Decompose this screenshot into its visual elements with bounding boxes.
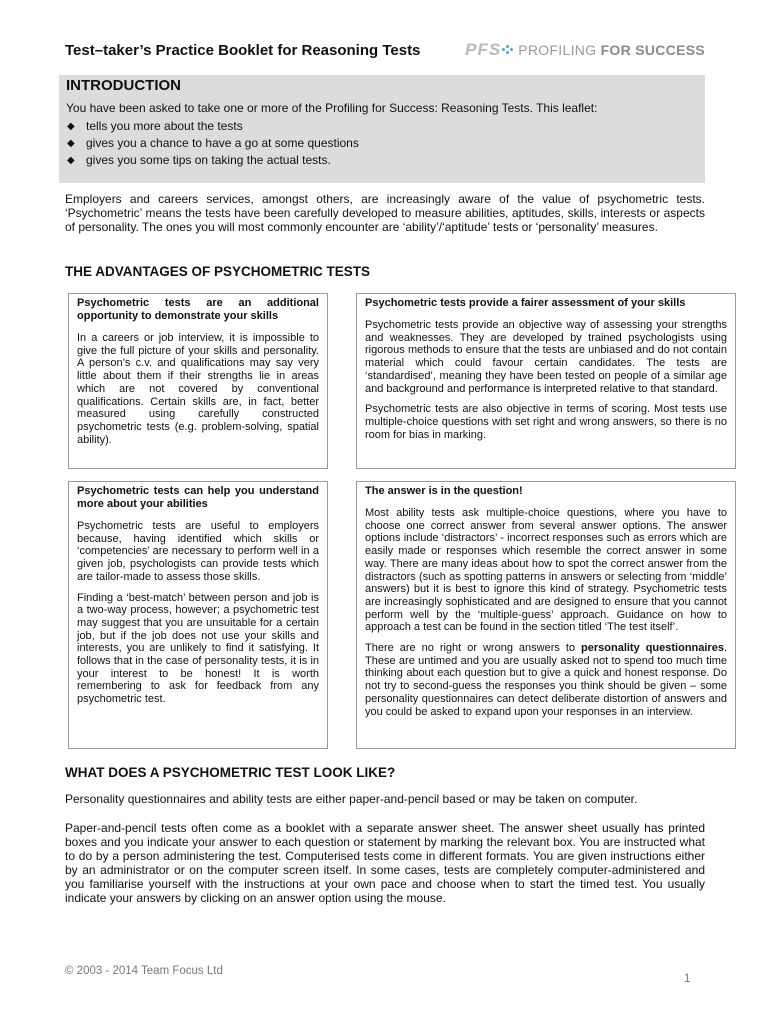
logo-mark: PFS <box>465 40 502 59</box>
box-title: Psychometric tests are an additional opportunity to demonstrate your skills <box>77 297 319 322</box>
introduction-bullets <box>66 118 359 169</box>
document-title: Test–taker’s Practice Booklet for Reasoning Tests <box>65 42 421 59</box>
advantage-box-answer-in-question <box>356 481 736 749</box>
logo-text-light: PROFILING <box>518 42 597 58</box>
copyright-notice: © 2003 - 2014 Team Focus Ltd <box>65 965 223 977</box>
test-look-paragraph: Paper-and-pencil tests often come as a booklet with a separate answer sheet. The answer sheet usually has printed boxes and you indicate your answer to each question or statement by marking the relevant box. You are instructed what to do by a person administering the test. Computerised tests come in different formats. You are given instructions either by an administrator or on the computer screen itself. In some cases, tests are completely computer-administered and you familiarise yourself with the instructions at your own pace and choose when to start the timed test. You usually indicate your answers by clicking on an answer option using the mouse. <box>65 821 705 905</box>
page-header <box>65 40 705 62</box>
introduction-lead: You have been asked to take one or more of the Profiling for Success: Reasoning Tests. This leaflet: <box>66 101 598 115</box>
box-paragraph: Psychometric tests are also objective in terms of scoring. Most tests use multiple-choice questions with set right and wrong answers, so there is no room for bias in marking. <box>365 403 727 441</box>
advantage-box-understand-abilities <box>68 481 328 749</box>
pfs-logo <box>465 40 705 60</box>
logo-text <box>518 42 705 58</box>
advantage-box-demonstrate-skills <box>68 293 328 469</box>
box-title: Psychometric tests can help you understand more about your abilities <box>77 485 319 510</box>
intro-body-paragraph: Employers and careers services, amongst others, are increasingly aware of the value of psychometric tests. ‘Psychometric’ means the tests have been carefully developed to measure abilities, aptitudes, skills, interests or aspects of personality. The ones you will most commonly encounter are ‘ability’/‘aptitude’ tests or ‘personality’ measures. <box>65 192 705 234</box>
box-paragraph: Psychometric tests provide an objective way of assessing your strengths and weaknesses. They are developed by trained psychologists using rigorous methods to ensure that the tests are unbiased and do not contain material which could favour certain candidates. The tests are ‘standardised’, meaning they have been tested on people of a similar age and background and performance is interpreted relative to that standard. <box>365 319 727 395</box>
box-paragraph: Most ability tests ask multiple-choice questions, where you have to choose one correct answer from several answer options. The answer options include ‘distractors’ - incorrect responses such as errors which are easily made or responses which resemble the correct answer in some way. There are many ideas about how to spot the correct answer from the distractors (such as spotting patterns in answers or selecting from ‘middle’ answers) but it is best to ignore this kind of strategy. Psychometric tests are increasingly sophisticated and are designed to ensure that you cannot perform well by the ‘multiple-guess’ approach. Guidance on how to approach a test can be found in the section titled ‘The test itself’. <box>365 507 727 634</box>
advantage-box-fairer-assessment <box>356 293 736 469</box>
page-number: 1 <box>684 973 691 985</box>
bullet-item: ◆ tells you more about the tests <box>67 119 243 133</box>
bullet-item: ◆ gives you a chance to have a go at some questions <box>67 136 359 150</box>
advantages-heading: THE ADVANTAGES OF PSYCHOMETRIC TESTS <box>65 264 371 279</box>
diamond-bullet-icon: ◆ <box>67 121 75 132</box>
test-look-heading: WHAT DOES A PSYCHOMETRIC TEST LOOK LIKE? <box>65 765 396 780</box>
introduction-heading: INTRODUCTION <box>66 77 181 94</box>
logo-dots-icon <box>502 45 512 55</box>
box-paragraph: Finding a ‘best-match’ between person and job is a two-way process, however; a psychometric test may suggest that you are unsuitable for a certain job, but if the job does not use your skills and interests, you are unlikely to find it satisfying. It follows that in the case of personality tests, it is in your interest to be honest! It is worth remembering to ask for feedback from any psychometric test. <box>77 591 319 706</box>
bullet-item: ◆ gives you some tips on taking the actual tests. <box>67 153 331 167</box>
box-paragraph: Psychometric tests are useful to employers because, having identified which skills or ‘competencies’ are necessary to perform well in a given job, psychologists can provide tests which are tailor-made to assess those skills. <box>77 520 319 583</box>
box-title: Psychometric tests provide a fairer assessment of your skills <box>365 297 686 309</box>
introduction-panel <box>59 75 705 183</box>
box-paragraph: In a careers or job interview, it is impossible to give the full picture of your skills and personality. A person’s c.v. and qualifications may say very little about them if their strengths lie in areas which are not covered by conventional qualifications. Certain skills are, in fact, better measured using carefully constructed psychometric tests (e.g. problem-solving, spatial ability). <box>77 332 319 446</box>
test-look-paragraph: Personality questionnaires and ability tests are either paper-and-pencil based or may be taken on computer. <box>65 792 638 806</box>
logo-text-bold: FOR SUCCESS <box>600 42 705 58</box>
bold-term: personality questionnaires <box>581 642 724 655</box>
box-title: The answer is in the question! <box>365 485 523 497</box>
diamond-bullet-icon: ◆ <box>67 155 75 166</box>
box-paragraph: There are no right or wrong answers to personality questionnaires. These are untimed and you are usually asked not to spend too much time thinking about each question but to give a quick and honest response. Do not try to second-guess the responses you think should be given – some personality questionnaires can detect deliberate distortion of answers and you could be asked to expand upon your responses in an interview. <box>365 642 728 718</box>
diamond-bullet-icon: ◆ <box>67 138 75 149</box>
